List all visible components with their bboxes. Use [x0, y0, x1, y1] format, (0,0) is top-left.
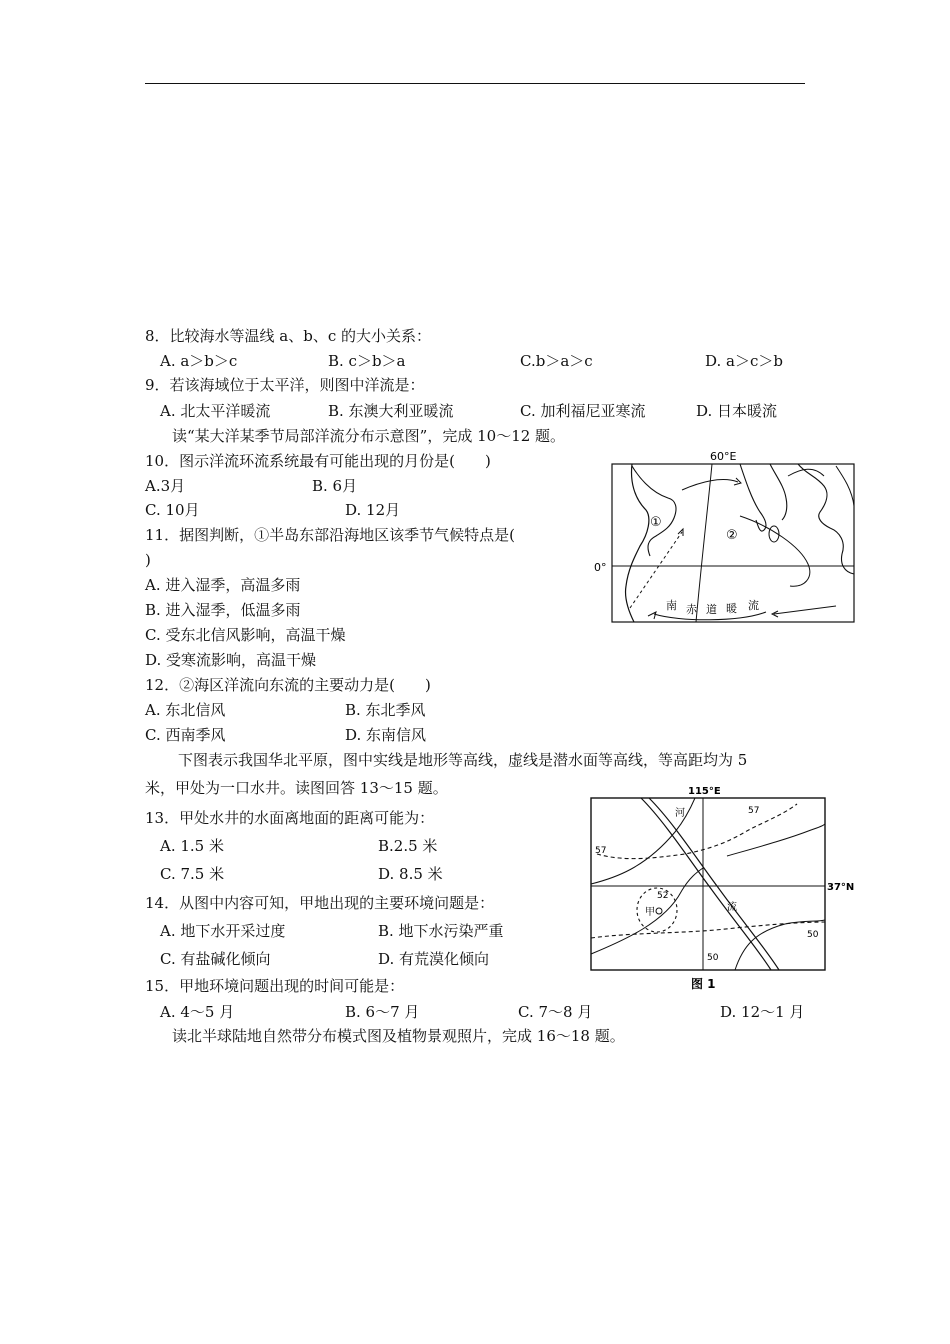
figure-caption: 图 1: [691, 977, 716, 991]
q13-option-d: D. 8.5 米: [378, 865, 443, 883]
current-arc-2: [788, 469, 824, 476]
q9-option-d: D. 日本暖流: [696, 402, 778, 420]
water-table-contour-50: [591, 922, 825, 938]
q15-option-a: A. 4～5 月: [160, 1003, 235, 1021]
current-char-4: 暖: [726, 602, 737, 615]
q10-stem: 10．图示洋流环流系统最有可能出现的月份是( ): [145, 452, 491, 470]
river-bank-right: [649, 798, 779, 970]
q9-option-c: C. 加利福尼亚寒流: [520, 402, 646, 420]
current-char-1: 南: [666, 599, 677, 612]
current-char-2: 赤: [686, 603, 697, 616]
ocean-current-map: [590, 446, 860, 628]
region-2-label: ②: [726, 528, 738, 543]
q13-option-a: A. 1.5 米: [160, 837, 224, 855]
q12-option-c: C. 西南季风: [145, 726, 226, 744]
intro-16-18: 读北半球陆地自然带分布模式图及植物景观照片，完成 16～18 题。: [172, 1027, 625, 1045]
q12-option-d: D. 东南信风: [345, 726, 427, 744]
q14-option-a: A. 地下水开采过度: [160, 922, 286, 940]
q13-option-c: C. 7.5 米: [160, 865, 225, 883]
q10-option-b: B. 6月: [312, 477, 358, 495]
q14-option-c: C. 有盐碱化倾向: [160, 950, 271, 968]
q8-option-c: C.b＞a＞c: [520, 352, 593, 370]
contour-label-50-bottom: 50: [707, 953, 719, 963]
q15-stem: 15．甲地环境问题出现的时间可能是：: [145, 977, 405, 995]
q14-stem: 14．从图中内容可知，甲地出现的主要环境问题是：: [145, 894, 495, 912]
q11-option-d: D. 受寒流影响，高温干燥: [145, 651, 317, 669]
intro-10-12: 读“某大洋某季节局部洋流分布示意图”，完成 10～12 题。: [172, 427, 566, 445]
contour-label-50-right: 50: [807, 930, 819, 940]
equatorial-current-arrow: [774, 606, 836, 614]
contour-label-57-left: 57: [595, 846, 607, 856]
q9-option-a: A. 北太平洋暖流: [160, 402, 271, 420]
q12-option-a: A. 东北信风: [145, 701, 226, 719]
map-frame: [612, 464, 854, 622]
contour-map: [585, 782, 865, 998]
q11-option-b: B. 进入湿季，低温多雨: [145, 601, 301, 619]
contour-label-52: 52: [657, 891, 669, 901]
equator-label: 0°: [594, 561, 607, 574]
terrain-contour-upper: [727, 824, 825, 856]
header-rule: [145, 83, 805, 84]
q10-option-d: D. 12月: [345, 501, 401, 519]
q8-option-b: B. c＞b＞a: [328, 352, 406, 370]
q11-stem: 11．据图判断，①半岛东部沿海地区该季节气候特点是(: [145, 526, 515, 544]
latitude-label: 37°N: [827, 882, 855, 893]
q8-option-d: D. a＞c＞b: [705, 352, 783, 370]
asia-coastline-2: [836, 466, 854, 506]
q15-option-c: C. 7～8 月: [518, 1003, 593, 1021]
current-char-3: 道: [706, 603, 717, 616]
current-char-5: 流: [748, 599, 759, 612]
q11-stem-cont: ): [145, 551, 151, 569]
q15-option-b: B. 6～7 月: [345, 1003, 420, 1021]
q14-option-d: D. 有荒漠化倾向: [378, 950, 490, 968]
well-marker: [656, 908, 662, 914]
q9-stem: 9．若该海域位于太平洋，则图中洋流是：: [145, 376, 425, 394]
q8-option-a: A. a＞b＞c: [160, 352, 238, 370]
arrowhead-4: [648, 612, 656, 619]
intro-13-15-line2: 米，甲处为一口水井。读图回答 13～15 题。: [145, 779, 448, 797]
q10-option-a: A.3月: [145, 477, 186, 495]
longitude-label: 60°E: [710, 450, 737, 463]
longitude-label: 115°E: [688, 786, 721, 797]
q11-option-c: C. 受东北信风影响，高温干燥: [145, 626, 346, 644]
river-char-2: 流: [727, 902, 737, 913]
q12-option-b: B. 东北季风: [345, 701, 426, 719]
river-char-1: 河: [675, 808, 685, 819]
somali-current-dashed: [630, 532, 682, 608]
q13-option-b: B.2.5 米: [378, 837, 438, 855]
intro-13-15-line1: 下图表示我国华北平原，图中实线是地形等高线，虚线是潜水面等高线，等高距均为 5: [178, 751, 748, 769]
contour-label-57-top: 57: [748, 806, 760, 816]
q14-option-b: B. 地下水污染严重: [378, 922, 504, 940]
well-label: 甲: [645, 907, 655, 918]
q13-stem: 13．甲处水井的水面离地面的距离可能为：: [145, 809, 435, 827]
q8-stem: 8．比较海水等温线 a、b、c 的大小关系：: [145, 327, 432, 345]
water-table-contour-57: [597, 804, 797, 859]
meridian-line: [696, 464, 712, 622]
q11-option-a: A. 进入湿季，高温多雨: [145, 576, 301, 594]
q9-option-b: B. 东澳大利亚暖流: [328, 402, 454, 420]
peninsula-coastline: [632, 466, 676, 556]
q10-option-c: C. 10月: [145, 501, 200, 519]
q12-stem: 12．②海区洋流向东流的主要动力是( ): [145, 676, 431, 694]
river-bank-left: [641, 798, 771, 970]
india-east-coast: [770, 464, 787, 520]
q15-option-d: D. 12～1 月: [720, 1003, 805, 1021]
region-1-label: ①: [650, 515, 662, 530]
